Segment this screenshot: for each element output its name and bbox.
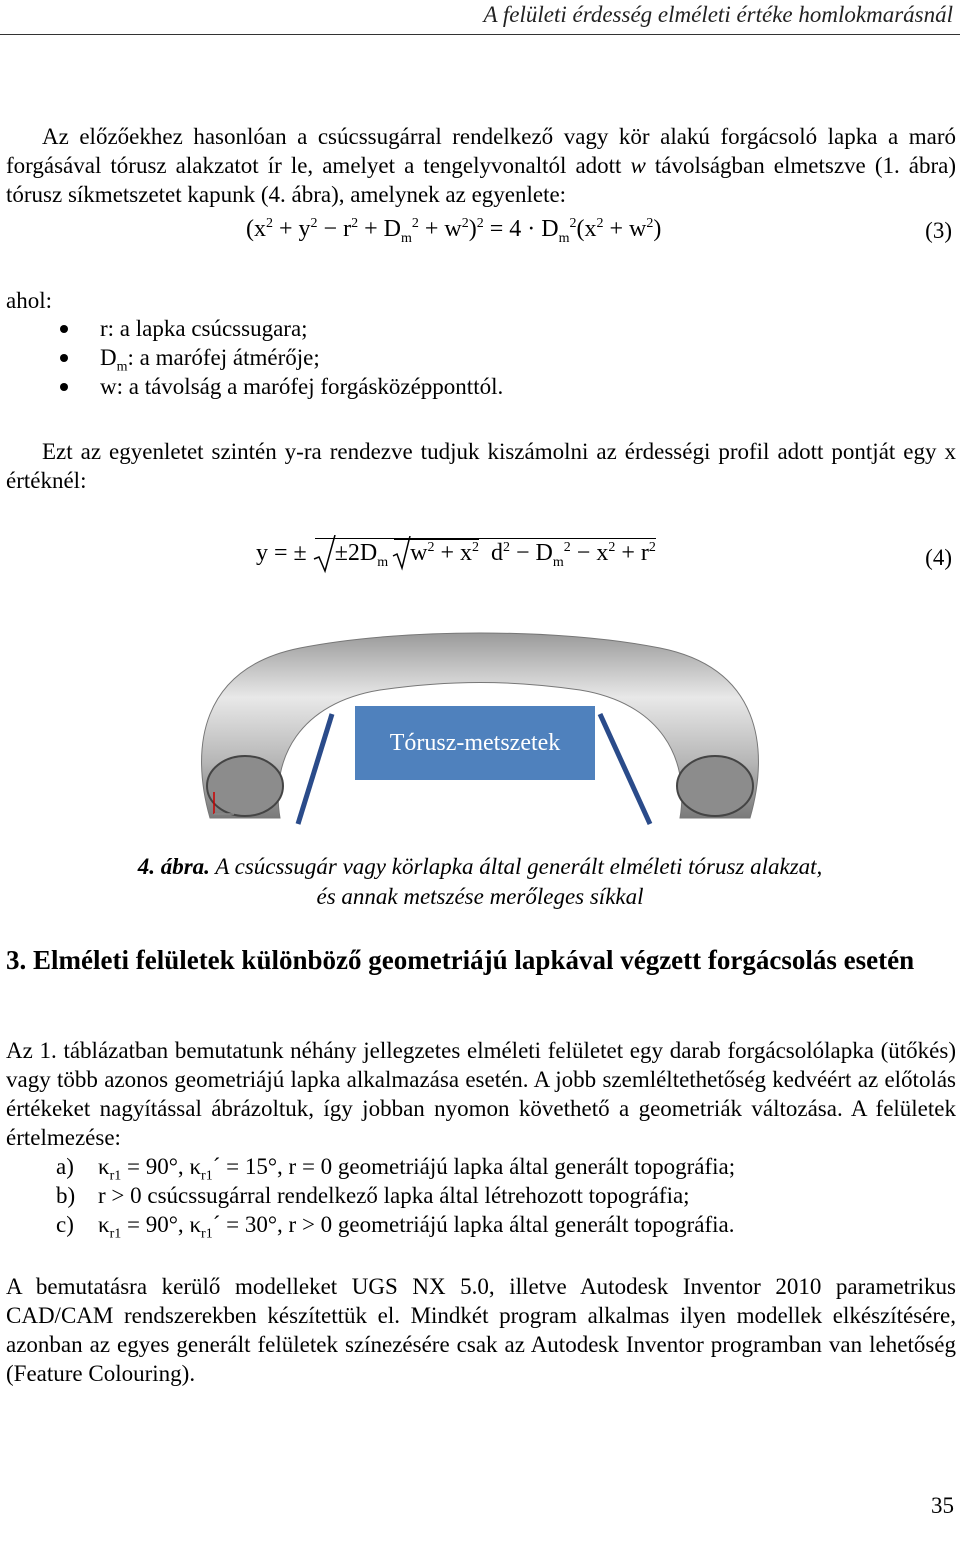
radical-icon bbox=[392, 536, 412, 572]
list-item: w: a távolság a marófej forgásközépponttól. bbox=[60, 372, 503, 401]
equation-3: $(x^2 + y^2 - r^2 + D_m^2 + w^2)^2 = 4 \cdot D_m^2(x^2 + w^2)$ bbox=[246, 216, 662, 246]
paragraph-3: Az 1. táblázatban bemutatunk néhány jellegzetes elméleti felületet egy darab forgácsolólapka (ütőkés) vagy több azonos geometriájú lapka alkalmazása esetén. A jobb szemléltethetőség kedvéért az előtolás értékeket nagyítással ábrázoltuk, így jobban nyomon követhető a geometriák változása. A felületek értelmezése: bbox=[6, 1038, 956, 1150]
cut-line-left bbox=[298, 714, 332, 824]
cross-section-right bbox=[677, 756, 753, 816]
equation-4-number: (4) bbox=[925, 545, 952, 570]
intro-text-2: távolságban elmetszve (1. ábra) tórusz síkmetszetet kapunk (4. ábra), amelynek az egyenlete: bbox=[6, 153, 957, 207]
list-item: r: a lapka csúcssugara; bbox=[60, 314, 503, 343]
cut-line-right bbox=[600, 714, 650, 824]
where-label: ahol: bbox=[6, 288, 52, 313]
paragraph-4: A bemutatásra kerülő modelleket UGS NX 5.0, illetve Autodesk Inventor 2010 parametrikus CAD/CAM rendszerekben készítettük el. Mindkét program alkalmas ilyen modellek elkészítésére, azonban az egyes generált felületek színezésére csak az Autodesk Inventor programban van lehetőség (Feature Colouring). bbox=[6, 1274, 956, 1386]
bullet-icon bbox=[60, 354, 68, 362]
intro-paragraph bbox=[6, 122, 956, 209]
intro-w: w bbox=[630, 153, 646, 178]
running-header: A felületi érdesség elméleti értéke homlokmarásnál bbox=[483, 2, 953, 27]
page-number: 35 bbox=[931, 1493, 954, 1518]
section-heading: 3. Elméleti felületek különböző geometriájú lapkával végzett forgácsolás esetén bbox=[6, 945, 915, 975]
figure-caption: 4. ábra. A csúcssugár vagy körlapka által generált elméleti tórusz alakzat, és annak metszése merőleges síkkal bbox=[137, 854, 823, 909]
caption-number: 4. ábra. bbox=[137, 854, 210, 879]
paragraph-2: Ezt az egyenletet szintén y-ra rendezve tudjuk kiszámolni az érdességi profil adott pontját egy x értéknél: bbox=[6, 439, 956, 493]
intro-text: Az előzőekhez hasonlóan a csúcssugárral rendelkező vagy kör alakú forgácsoló lapka a maró forgásával tórusz alakzatot ír le, amelyet a tengelyvonaltól adott bbox=[6, 124, 956, 178]
cross-section-left bbox=[207, 756, 283, 816]
list-item: $D_m$: a marófej átmérője; bbox=[60, 343, 503, 372]
header-rule bbox=[0, 34, 960, 35]
torus-section-label: Tórusz-metszetek bbox=[355, 706, 595, 780]
radical-icon bbox=[313, 535, 337, 575]
bullet-icon bbox=[60, 383, 68, 391]
equation-4: y = ± $\pm 2D_m$ $w^2 + x^2$ $d^2 - D_m^2 - x^2 + r^2$ bbox=[256, 538, 656, 571]
equation-3-number: (3) bbox=[925, 218, 952, 243]
bullet-icon bbox=[60, 325, 68, 333]
where-list bbox=[60, 314, 503, 401]
